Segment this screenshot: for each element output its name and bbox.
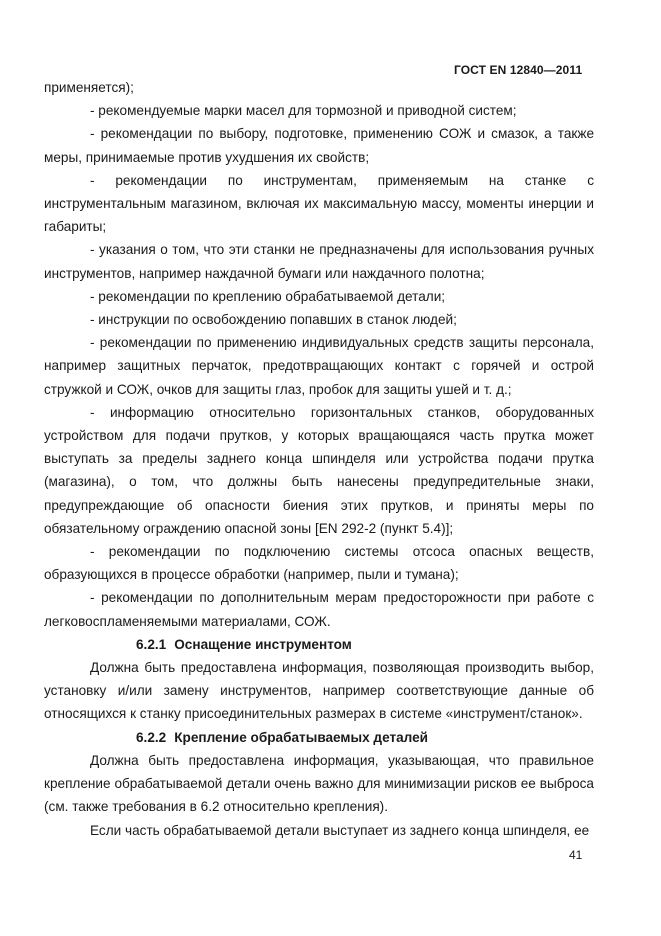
- section-title: Оснащение инструментом: [174, 636, 352, 652]
- section-number: 6.2.1: [136, 636, 167, 652]
- paragraph: Должна быть предоставлена информация, указывающая, что правильное крепление обрабатываемой детали очень важно для минимизации рисков ее выброса (см. также требования в 6.2 относительно крепления).: [44, 752, 594, 815]
- list-item: - указания о том, что эти станки не предназначены для использования ручных инструментов, например наждачной бумаги или наждачного полотна;: [44, 242, 594, 281]
- paragraph: Если часть обрабатываемой детали выступает из заднего конца шпинделя, ее: [90, 822, 590, 838]
- section-number: 6.2.2: [136, 729, 167, 745]
- document-body: [44, 76, 594, 842]
- list-item: - рекомендуемые марки масел для тормозной и приводной систем;: [90, 103, 517, 119]
- list-item: - рекомендации по креплению обрабатываемой детали;: [90, 288, 446, 304]
- list-item: - информацию относительно горизонтальных станков, оборудованных устройством для подачи прутков, у которых вращающаяся часть прутка может выступать за пределы заднего конца шпинделя или устройства подачи прутка (магазина), о том, что должны быть нанесены предупредительные знаки, предупреждающие об опасности биения этих прутков, и приняты меры по обязательному ограждению опасной зоны [EN 292-2 (пункт 5.4)];: [44, 404, 594, 536]
- section-heading-6-2-1: [44, 633, 594, 656]
- section-title: Крепление обрабатываемых деталей: [174, 729, 429, 745]
- list-item: - рекомендации по подключению системы отсоса опасных веществ, образующихся в процессе обработки (например, пыли и тумана);: [44, 544, 594, 583]
- page-number: 41: [569, 848, 583, 862]
- standard-code: ГОСТ EN 12840—2011: [454, 63, 583, 77]
- list-item: - рекомендации по инструментам, применяемым на станке с инструментальным магазином, включая их максимальную массу, моменты инерции и габариты;: [44, 172, 594, 235]
- list-item: - рекомендации по дополнительным мерам предосторожности при работе с легковоспламеняемыми материалами, СОЖ.: [44, 590, 594, 629]
- paragraph: применяется);: [44, 80, 134, 95]
- list-item: - инструкции по освобождению попавших в станок людей;: [90, 312, 457, 328]
- section-heading-6-2-2: [44, 726, 594, 749]
- list-item: - рекомендации по выбору, подготовке, применению СОЖ и смазок, а также меры, принимаемые против ухудшения их свойств;: [44, 126, 594, 165]
- list-item: - рекомендации по применению индивидуальных средств защиты персонала, например защитных перчаток, предотвращающих контакт с горячей и острой стружкой и СОЖ, очков для защиты глаз, пробок для защиты ушей и т. д.;: [44, 335, 594, 397]
- paragraph: Должна быть предоставлена информация, позволяющая производить выбор, установку и/или замену инструментов, например соответствующие данные об относящихся к станку присоединительных размерах в системе «инструмент/станок».: [44, 660, 594, 722]
